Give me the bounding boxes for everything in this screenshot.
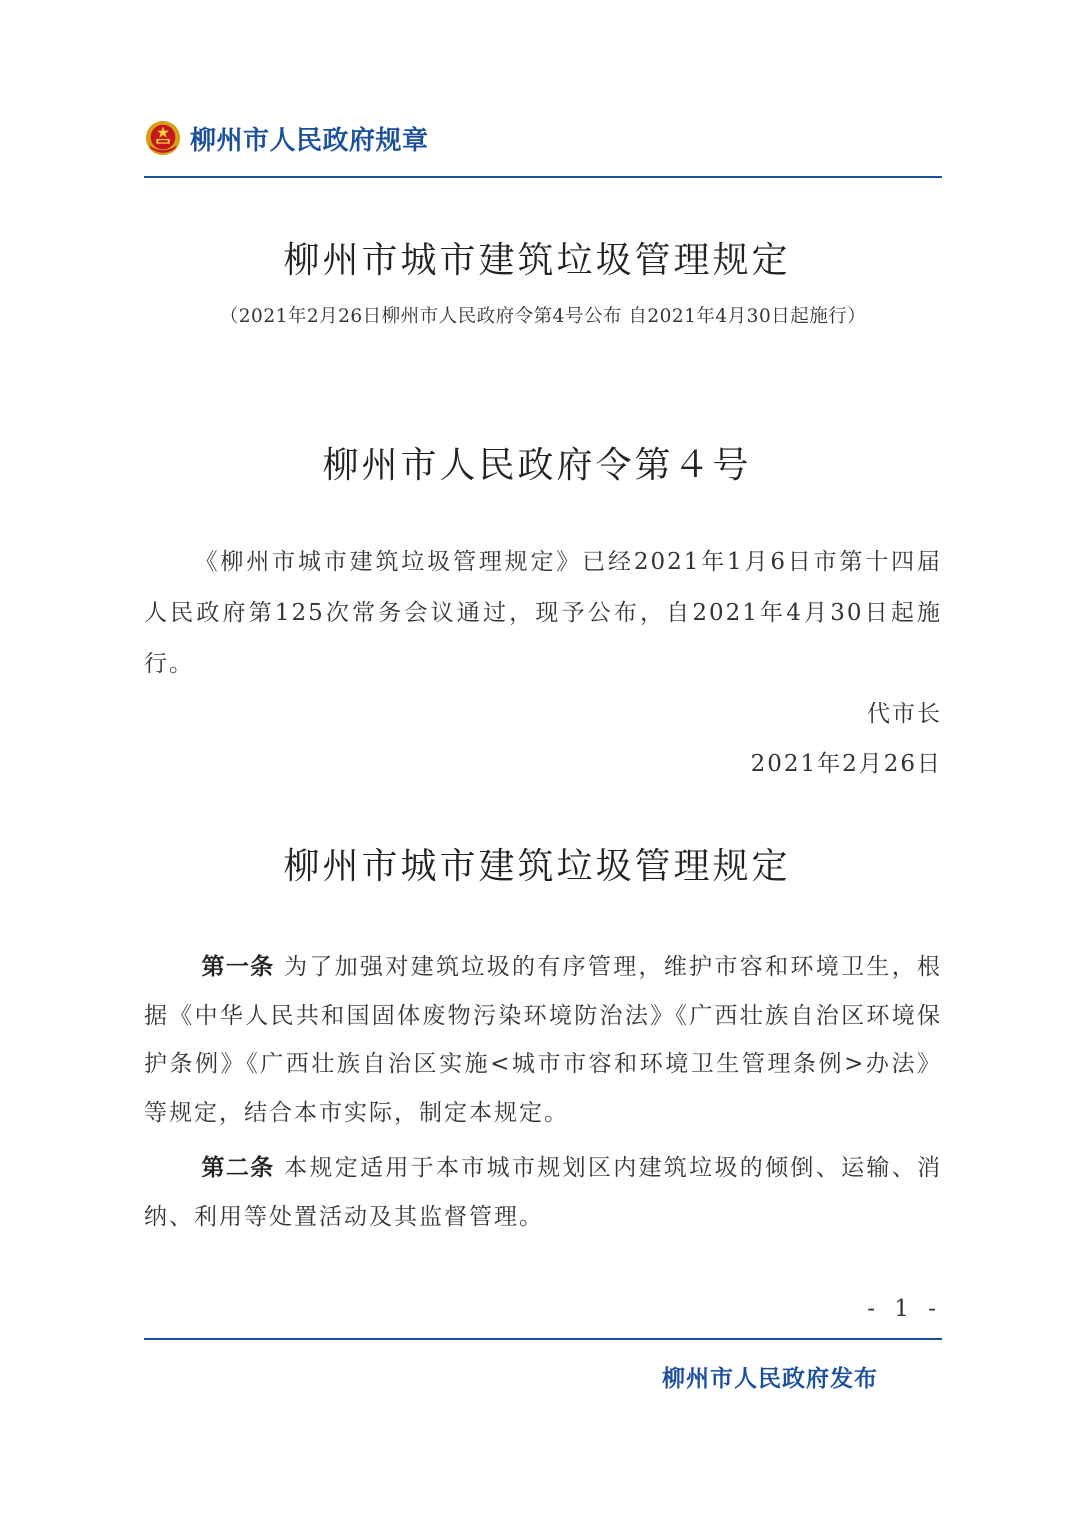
- article-1-text: 为了加强对建筑垃圾的有序管理，维护市容和环境卫生，根据《中华人民共和国固体废物污染环境防治法》《广西壮族自治区环境保护条例》《广西壮族自治区实施<城市市容和环境卫生管理条例>办法》等规定，结合本市实际，制定本规定。: [144, 954, 943, 1126]
- article-1-label: 第一条: [201, 954, 275, 980]
- signing-date: 2021年2月26日: [750, 751, 942, 777]
- document-title: 柳州市城市建筑垃圾管理规定: [283, 240, 791, 281]
- page-header: [144, 112, 429, 164]
- article-2-label: 第二条: [201, 1155, 275, 1181]
- article-2: [144, 1144, 942, 1241]
- article-1: [144, 943, 942, 1137]
- page-number: - 1 -: [867, 1296, 942, 1322]
- article-2-text: 本规定适用于本市城市规划区内建筑垃圾的倾倒、运输、消纳、利用等处置活动及其监督管理。: [144, 1155, 943, 1230]
- intro-paragraph: 《柳州市城市建筑垃圾管理规定》已经2021年1月6日市第十四届人民政府第125次常务会议通过，现予公布，自2021年4月30日起施行。: [144, 549, 942, 677]
- signer: 代市长: [867, 701, 942, 727]
- header-title: 柳州市人民政府规章: [190, 125, 429, 156]
- order-title: 柳州市人民政府令第４号: [322, 445, 752, 486]
- regulation-title: 柳州市城市建筑垃圾管理规定: [283, 846, 791, 887]
- national-emblem-icon: [144, 119, 182, 157]
- footer-publisher: 柳州市人民政府发布: [662, 1366, 878, 1392]
- footer-divider: [144, 1338, 942, 1340]
- header-divider: [144, 176, 942, 178]
- document-subtitle: （2021年2月26日柳州市人民政府令第4号公布 自2021年4月30日起施行）: [219, 306, 867, 327]
